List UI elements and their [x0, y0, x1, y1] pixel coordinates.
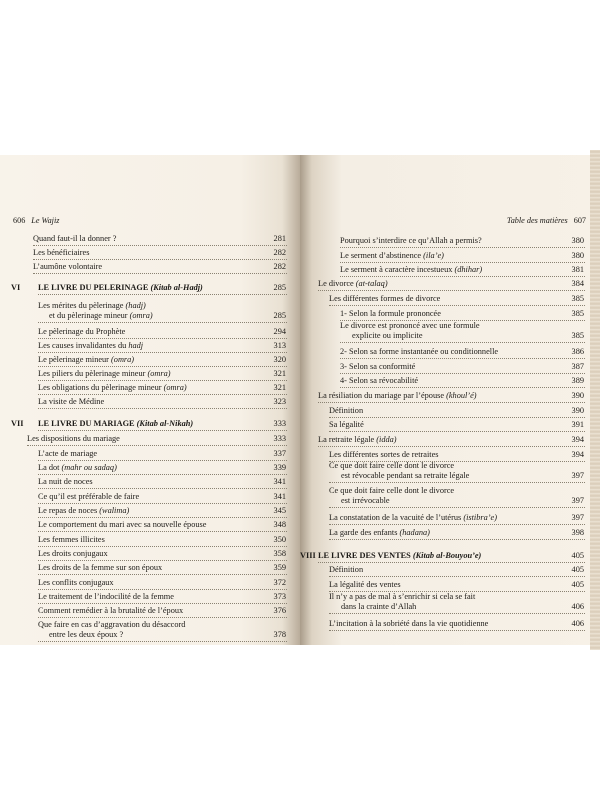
- entry-page-number: 385: [571, 294, 584, 303]
- toc-entry: [0, 262, 300, 273]
- entry-page-number: 394: [571, 450, 584, 459]
- toc-entry: [0, 341, 300, 352]
- entry-title: Les obligations du pèlerinage mineur (omra): [38, 383, 187, 392]
- entry-page-number: 376: [273, 606, 286, 615]
- page-header: [13, 216, 59, 225]
- page-edges: [590, 150, 600, 650]
- toc-entry: [300, 391, 600, 402]
- entry-page-number: 406: [571, 619, 584, 628]
- entry-italic-term: (Kitab al-Bouyou’e): [412, 551, 482, 560]
- entry-page-number: 398: [571, 528, 584, 537]
- entry-italic-term: (ila’e): [423, 251, 444, 260]
- toc-entry: [0, 549, 300, 560]
- entry-title: Ce que doit faire celle dont le divorce: [329, 461, 455, 470]
- entry-page-number: 390: [571, 406, 584, 415]
- entry-page-number: 320: [273, 355, 286, 364]
- section-number: VII: [11, 419, 24, 428]
- entry-separator: [33, 245, 287, 246]
- toc-entry: [300, 309, 600, 320]
- entry-title: Les droits conjugaux: [38, 549, 108, 558]
- toc-section: [300, 551, 600, 562]
- entry-title: La résiliation du mariage par l’épouse (khoul’é): [318, 391, 477, 400]
- entry-title: Définition: [329, 565, 364, 574]
- entry-separator: [38, 366, 287, 367]
- toc-entry: [0, 620, 300, 642]
- entry-separator: [329, 539, 585, 540]
- toc-entry: [300, 279, 600, 290]
- entry-page-number: 323: [273, 397, 286, 406]
- entry-title: Le serment à caractère incestueux (dhihar): [340, 265, 483, 274]
- entry-page-number: 372: [273, 578, 286, 587]
- entry-title-continued: et du pèlerinage mineur (omra): [49, 311, 153, 320]
- entry-page-number: 294: [273, 327, 286, 336]
- entry-separator: [38, 380, 287, 381]
- entry-separator: [340, 262, 585, 263]
- entry-separator: [318, 290, 585, 291]
- entry-title: La légalité des ventes: [329, 580, 401, 589]
- entry-page-number: 321: [273, 369, 286, 378]
- toc-entry: [0, 301, 300, 323]
- toc-entry: [300, 619, 600, 630]
- toc-entry: [300, 580, 600, 591]
- entry-title: La constatation de la vacuité de l’utérus (istibra’e): [329, 513, 497, 522]
- entry-italic-term: (walima): [99, 506, 130, 515]
- toc-entry: [0, 397, 300, 408]
- entry-separator: [329, 576, 585, 577]
- toc-entry: [300, 265, 600, 276]
- entry-page-number: 337: [273, 449, 286, 458]
- toc-entry: [0, 434, 300, 445]
- entry-title: Ce qu’il est préférable de faire: [38, 492, 140, 501]
- entry-title: Les mérites du pèlerinage (hadj): [38, 301, 146, 310]
- entry-title: L’incitation à la sobriété dans la vie quotidienne: [329, 619, 489, 628]
- toc-entry: [0, 477, 300, 488]
- entry-title: La dot (mahr ou sadaq): [38, 463, 117, 472]
- entry-title: La retraite légale (idda): [318, 435, 397, 444]
- entry-title: Le comportement du mari avec sa nouvelle épouse: [38, 520, 207, 529]
- entry-page-number: 373: [273, 592, 286, 601]
- entry-separator: [329, 507, 585, 508]
- entry-separator: [38, 617, 287, 618]
- entry-title-continued: dans la crainte d’Allah: [341, 602, 417, 611]
- entry-title: LE LIVRE DES VENTES (Kitab al-Bouyou’e): [318, 551, 482, 560]
- toc-entry: [0, 327, 300, 338]
- entry-title: Le repas de noces (walima): [38, 506, 130, 515]
- entry-title: Le pèlerinage du Prophète: [38, 327, 126, 336]
- entry-separator: [38, 430, 287, 431]
- entry-separator: [38, 338, 287, 339]
- entry-title: Quand faut-il la donner ?: [33, 234, 117, 243]
- entry-italic-term: (istibra’e): [463, 513, 497, 522]
- entry-separator: [38, 503, 287, 504]
- entry-page-number: 321: [273, 383, 286, 392]
- entry-title: 1- Selon la formule prononcée: [340, 309, 441, 318]
- entry-title: Le divorce (at-talaq): [318, 279, 388, 288]
- entry-page-number: 341: [273, 477, 286, 486]
- page-number: 606: [13, 216, 26, 225]
- entry-separator: [340, 342, 585, 343]
- entry-page-number: 397: [571, 513, 584, 522]
- toc-entry: [0, 355, 300, 366]
- entry-title: 3- Selon sa conformité: [340, 362, 416, 371]
- page-number: 607: [573, 216, 586, 225]
- entry-title: Les bénéficiaires: [33, 248, 90, 257]
- toc-entry: [300, 435, 600, 446]
- entry-title: Les conflits conjugaux: [38, 578, 114, 587]
- entry-page-number: 380: [571, 251, 584, 260]
- entry-page-number: 333: [273, 419, 286, 428]
- toc-entry: [300, 294, 600, 305]
- entry-title: Les différentes formes de divorce: [329, 294, 441, 303]
- toc-entry: [0, 492, 300, 503]
- entry-page-number: 380: [571, 236, 584, 245]
- entry-italic-term: (Kitab al-Hadj): [150, 283, 203, 292]
- entry-separator: [340, 358, 585, 359]
- entry-italic-term: (dhihar): [454, 265, 483, 274]
- entry-separator: [38, 294, 287, 295]
- entry-separator: [38, 474, 287, 475]
- entry-page-number: 339: [273, 463, 286, 472]
- entry-page-number: 405: [571, 565, 584, 574]
- entry-separator: [329, 417, 585, 418]
- entry-separator: [38, 589, 287, 590]
- toc-entry: [0, 606, 300, 617]
- toc-entry: [0, 535, 300, 546]
- entry-italic-term: (idda): [376, 435, 397, 444]
- entry-separator: [318, 562, 585, 563]
- entry-page-number: 391: [571, 420, 584, 429]
- toc-entry: [0, 234, 300, 245]
- toc-entry: [300, 420, 600, 431]
- entry-separator: [329, 524, 585, 525]
- running-title: Le Wajiz: [31, 216, 60, 225]
- entry-page-number: 405: [571, 580, 584, 589]
- toc-entry: [300, 513, 600, 524]
- entry-title-continued: entre les deux époux ?: [49, 630, 124, 639]
- toc-entry: [0, 506, 300, 517]
- entry-title: Le pèlerinage mineur (omra): [38, 355, 135, 364]
- entry-italic-term: (omra): [129, 311, 153, 320]
- entry-title: LE LIVRE DU MARIAGE (Kitab al-Nikah): [38, 419, 194, 428]
- entry-title-continued: explicite ou implicite: [352, 331, 423, 340]
- entry-title-continued: est révocable pendant sa retraite légale: [341, 471, 470, 480]
- entry-title: La garde des enfants (hadana): [329, 528, 430, 537]
- entry-page-number: 282: [273, 262, 286, 271]
- running-title: Table des matières: [506, 216, 568, 225]
- entry-page-number: 397: [571, 471, 584, 480]
- entry-title: 2- Selon sa forme instantanée ou conditionnelle: [340, 347, 499, 356]
- toc-entry: [300, 347, 600, 358]
- toc-entry: [300, 362, 600, 373]
- entry-title: Les dispositions du mariage: [27, 434, 120, 443]
- toc-entry: [300, 450, 600, 461]
- entry-page-number: 348: [273, 520, 286, 529]
- section-number: VI: [11, 283, 21, 292]
- entry-title: Sa légalité: [329, 420, 364, 429]
- entry-title: Comment remédier à la brutalité de l’époux: [38, 606, 184, 615]
- entry-separator: [329, 630, 585, 631]
- toc-entry: [0, 463, 300, 474]
- toc-section: [0, 283, 300, 294]
- entry-page-number: 386: [571, 347, 584, 356]
- entry-italic-term: hadj: [128, 341, 144, 350]
- entry-title: Que faire en cas d’aggravation du désaccord: [38, 620, 186, 629]
- entry-page-number: 390: [571, 391, 584, 400]
- entry-page-number: 313: [273, 341, 286, 350]
- entry-separator: [38, 641, 287, 642]
- entry-title: Pourquoi s’interdire ce qu’Allah a permis?: [340, 236, 482, 245]
- toc-entry: [0, 592, 300, 603]
- entry-separator: [340, 373, 585, 374]
- entry-separator: [318, 446, 585, 447]
- entry-page-number: 406: [571, 602, 584, 611]
- entry-separator: [329, 305, 585, 306]
- entry-separator: [38, 460, 287, 461]
- toc-entry: [300, 321, 600, 343]
- toc-entry: [0, 578, 300, 589]
- entry-page-number: 381: [571, 265, 584, 274]
- entry-title: LE LIVRE DU PELERINAGE (Kitab al-Hadj): [38, 283, 203, 292]
- entry-separator: [38, 574, 287, 575]
- entry-page-number: 389: [571, 376, 584, 385]
- entry-title: 4- Selon sa révocabilité: [340, 376, 419, 385]
- entry-title: Les différentes sortes de retraites: [329, 450, 439, 459]
- entry-separator: [38, 488, 287, 489]
- entry-title: Ce que doit faire celle dont le divorce: [329, 486, 455, 495]
- toc-entry: [300, 376, 600, 387]
- entry-italic-term: (Kitab al-Nikah): [136, 419, 194, 428]
- entry-page-number: 358: [273, 549, 286, 558]
- entry-separator: [33, 259, 287, 260]
- entry-italic-term: (hadana): [399, 528, 430, 537]
- toc-entry: [300, 461, 600, 483]
- toc-entry: [0, 563, 300, 574]
- entry-page-number: 387: [571, 362, 584, 371]
- entry-page-number: 285: [273, 283, 286, 292]
- entry-italic-term: (omra): [147, 369, 171, 378]
- entry-title: Le serment d’abstinence (ila’e): [340, 251, 444, 260]
- entry-separator: [329, 482, 585, 483]
- toc-section: [0, 419, 300, 430]
- toc-entry: [0, 520, 300, 531]
- entry-title: Les femmes illicites: [38, 535, 105, 544]
- entry-separator: [38, 408, 287, 409]
- toc-entry: [300, 486, 600, 508]
- entry-separator: [329, 431, 585, 432]
- entry-page-number: 281: [273, 234, 286, 243]
- entry-page-number: 341: [273, 492, 286, 501]
- entry-separator: [38, 560, 287, 561]
- entry-separator: [27, 445, 287, 446]
- entry-title: Il n’y a pas de mal à s’enrichir si cela se fait: [329, 592, 476, 601]
- right-page: [300, 155, 600, 645]
- entry-page-number: 282: [273, 248, 286, 257]
- entry-italic-term: (omra): [111, 355, 135, 364]
- entry-page-number: 359: [273, 563, 286, 572]
- entry-separator: [340, 247, 585, 248]
- entry-separator: [38, 322, 287, 323]
- toc-entry: [300, 565, 600, 576]
- entry-page-number: 285: [273, 311, 286, 320]
- entry-separator: [38, 352, 287, 353]
- toc-entry: [0, 369, 300, 380]
- toc-entry: [0, 248, 300, 259]
- entry-italic-term: (mahr ou sadaq): [61, 463, 117, 472]
- entry-title: Les droits de la femme sur son époux: [38, 563, 163, 572]
- entry-separator: [340, 387, 585, 388]
- toc-entry: [300, 592, 600, 614]
- entry-separator: [318, 402, 585, 403]
- toc-entry: [300, 236, 600, 247]
- entry-title: Définition: [329, 406, 364, 415]
- toc-entry: [0, 383, 300, 394]
- entry-separator: [340, 276, 585, 277]
- entry-title: Les causes invalidantes du hadj: [38, 341, 144, 350]
- entry-title: L’aumône volontaire: [33, 262, 103, 271]
- entry-page-number: 384: [571, 279, 584, 288]
- entry-title-continued: est irrévocable: [341, 496, 390, 505]
- entry-separator: [329, 613, 585, 614]
- entry-italic-term: (at-talaq): [355, 279, 388, 288]
- entry-separator: [33, 273, 287, 274]
- entry-italic-term: (omra): [163, 383, 187, 392]
- entry-italic-term: (khoul’é): [446, 391, 477, 400]
- entry-page-number: 378: [273, 630, 286, 639]
- entry-separator: [38, 394, 287, 395]
- entry-page-number: 394: [571, 435, 584, 444]
- entry-separator: [38, 546, 287, 547]
- toc-entry: [300, 528, 600, 539]
- entry-title: Le traitement de l’indocilité de la femme: [38, 592, 174, 601]
- entry-page-number: 385: [571, 331, 584, 340]
- entry-title: Le divorce est prononcé avec une formule: [340, 321, 480, 330]
- entry-separator: [38, 531, 287, 532]
- entry-page-number: 397: [571, 496, 584, 505]
- entry-title: La visite de Médine: [38, 397, 105, 406]
- toc-entry: [300, 251, 600, 262]
- entry-title: Les piliers du pèlerinage mineur (omra): [38, 369, 171, 378]
- section-number: VIII: [300, 551, 316, 560]
- toc-entry: [300, 406, 600, 417]
- entry-page-number: 350: [273, 535, 286, 544]
- entry-separator: [38, 603, 287, 604]
- toc-entry: [0, 449, 300, 460]
- entry-italic-term: (hadj): [125, 301, 146, 310]
- left-page: [0, 155, 300, 645]
- entry-page-number: 405: [571, 551, 584, 560]
- entry-separator: [38, 517, 287, 518]
- page-header: [507, 216, 586, 225]
- entry-title: L’acte de mariage: [38, 449, 98, 458]
- entry-page-number: 333: [273, 434, 286, 443]
- entry-title: La nuit de noces: [38, 477, 93, 486]
- entry-page-number: 345: [273, 506, 286, 515]
- entry-page-number: 385: [571, 309, 584, 318]
